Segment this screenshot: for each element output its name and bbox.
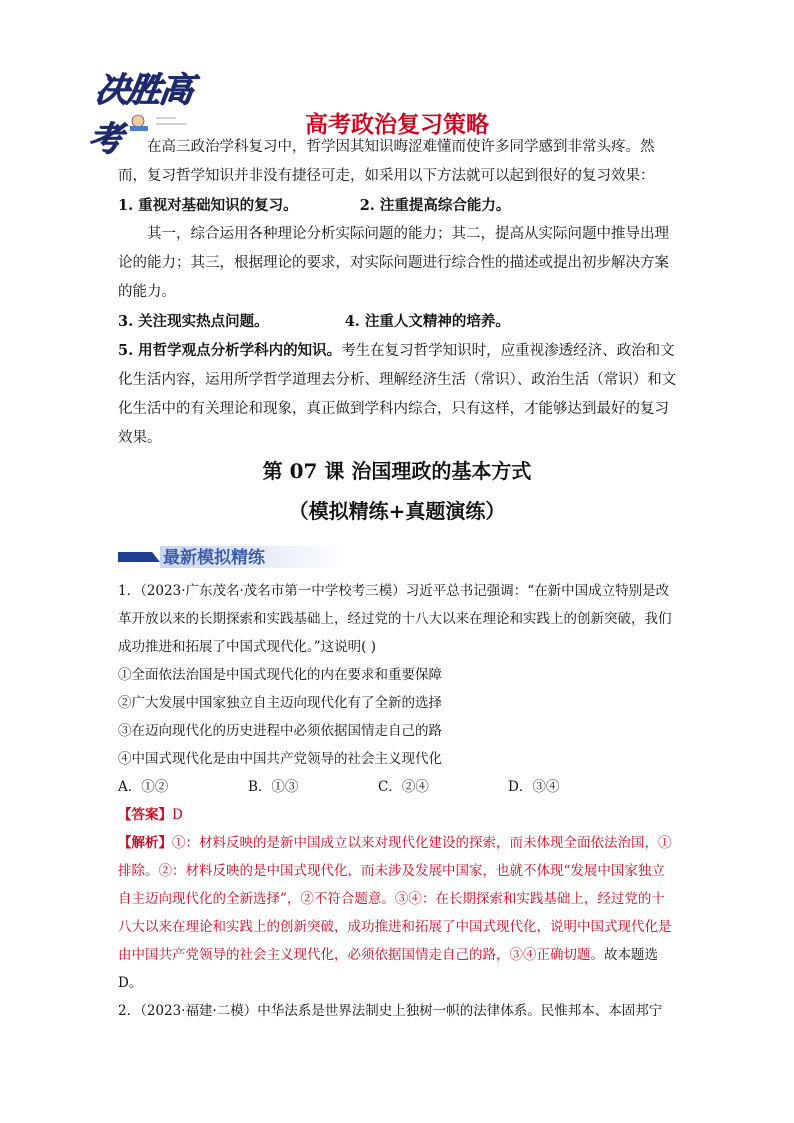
tip-5-text: 考生在复习哲学知识时，应重视渗透经济、政治和文化生活内容，运用所学哲学道理去分析、理解经济生活（常识）、政治生活（常识）和文化生活中的有关理论和现象，真正做到学科内综合，只有这样，才能够达到最好的复习效果。 xyxy=(118,343,677,446)
tip-5: 5. 用哲学观点分析学科内的知识。 xyxy=(118,342,342,359)
tip-3: 3. 关注现实热点问题。 xyxy=(118,313,269,330)
analysis-label: 【解析】 xyxy=(118,835,172,851)
answer-label: 【答案】 xyxy=(118,807,172,823)
analysis-end: 故本题选 D。 xyxy=(118,947,658,991)
tips-row-1 xyxy=(118,191,678,220)
lesson-subtitle: （模拟精练+真题演练） xyxy=(288,499,506,523)
analysis-block xyxy=(118,829,678,997)
option-4: ④中国式现代化是由中国共产党领导的社会主义现代化 xyxy=(118,751,442,767)
intro-block xyxy=(118,133,678,453)
logo-text: 决胜高考 xyxy=(85,70,194,159)
answer-line xyxy=(118,801,678,829)
intro-paragraph-3 xyxy=(118,336,678,453)
intro-paragraph-1: 在高三政治学科复习中，哲学因其知识晦涩难懂而使许多同学感到非常头疼。然而，复习哲学知识并非没有捷径可走，如采用以下方法就可以起到很好的复习效果： xyxy=(118,139,655,184)
analysis-conclusion: ③④正确切题。 xyxy=(509,947,604,963)
tip-2: 2. 注重提高综合能力。 xyxy=(359,197,511,214)
lesson-title: 第 07 课 治国理政的基本方式 xyxy=(262,459,532,483)
page-title: 高考政治复习策略 xyxy=(305,112,489,138)
question-1 xyxy=(118,577,678,1025)
option-1: ①全面依法治国是中国式现代化的内在要求和重要保障 xyxy=(118,667,442,683)
intro-paragraph-2: 其一，综合运用各种理论分析实际问题的能力；其二，提高从实际问题中推导出理论的能力；其三，根据理论的要求，对实际问题进行综合性的描述或提出初步解决方案的能力。 xyxy=(118,226,669,300)
question-1-stem: 1．（2023·广东茂名·茂名市第一中学校考三模）习近平总书记强调：“在新中国成立特别是改革开放以来的长期探索和实践基础上，经过党的十八大以来在理论和实践上的创新突破，我们成功推进和拓展了中国式现代化。”这说明( ) xyxy=(118,583,672,655)
option-2: ②广大发展中国家独立自主迈向现代化有了全新的选择 xyxy=(118,695,442,711)
tip-4: 4. 注重人文精神的培养。 xyxy=(344,313,510,330)
section-label: 最新模拟精练 xyxy=(163,548,265,568)
analysis-text: ①：材料反映的是新中国成立以来对现代化建设的探索，而未体现全面依法治国，①排除。②：材料反映的是中国式现代化，而未涉及发展中国家，也就不体现“发展中国家独立自主迈向现代化的全新选择”，②不符合题意。③④：在长期探索和实践基础上，经过党的十八大以来在理论和实践上的创新突破，成功推进和拓展了中国式现代化，说明中国式现代化是由中国共产党领导的社会主义现代化，必须依据国情走自己的路， xyxy=(118,835,672,963)
question-2-stem: 2．（2023·福建·二模）中华法系是世界法制史上独树一帜的法律体系。民惟邦本、本固邦宁 xyxy=(118,1003,663,1019)
tips-row-2 xyxy=(118,307,678,336)
option-3: ③在迈向现代化的历史进程中必须依据国情走自己的路 xyxy=(118,723,442,739)
choice-b: B．①③ xyxy=(248,779,299,795)
choice-d: D．③④ xyxy=(508,779,560,795)
choice-c: C．②④ xyxy=(378,779,429,795)
tip-1: 1. 重视对基础知识的复习。 xyxy=(118,197,298,214)
choice-a: A．①② xyxy=(118,779,169,795)
answer-value: D xyxy=(172,807,183,823)
choices-row xyxy=(118,773,638,801)
